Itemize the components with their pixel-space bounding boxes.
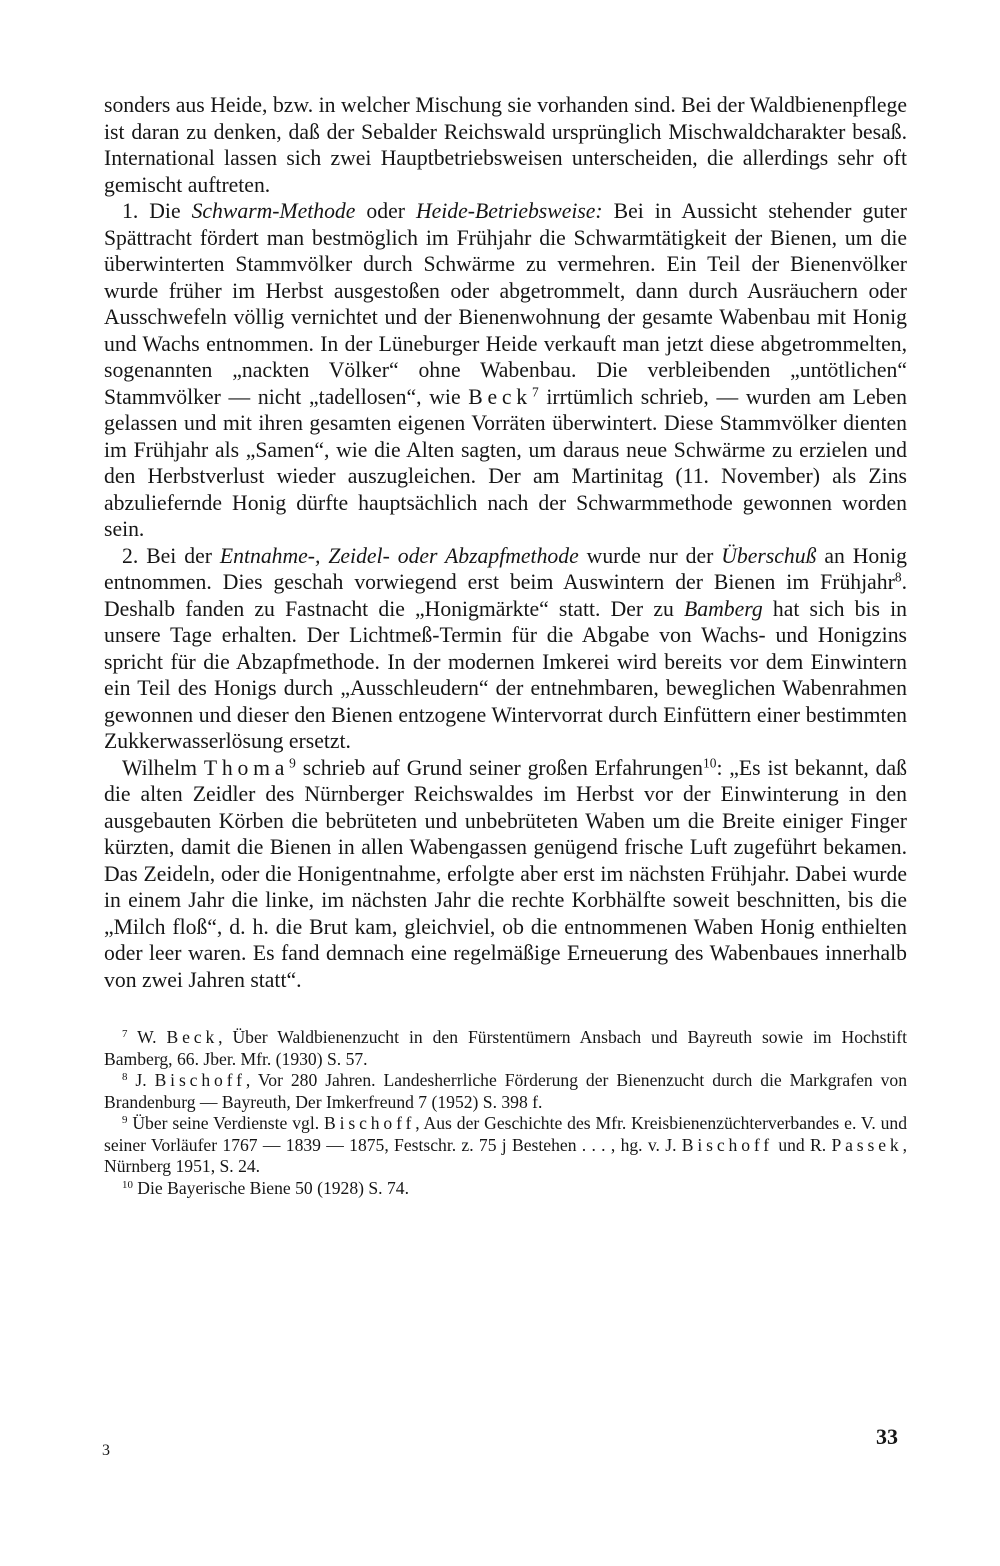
paragraph-extraction-method xyxy=(104,543,907,755)
paragraph-intro xyxy=(104,92,907,198)
footnote-7 xyxy=(104,1027,907,1070)
emphasis-text: Schwarm-Methode xyxy=(191,199,356,223)
emphasis-text: Überschuß xyxy=(721,543,817,568)
footnote-ref: 9 xyxy=(289,755,296,771)
text-run: , Nürnberg 1951, S. 24. xyxy=(104,1134,907,1176)
text-run: : „Es ist bekannt, daß die alten Zeidler des Nürnberger Reichswaldes im Herbst vor der Einwinterung in den ausgebauten Körben die bebrüteten und unbebrüteten Waben um die Breite einiger Finger kürzten, damit die Bienen in allen Wabengassen genügend frische Luft zugeführt bekamen. Das Zeideln, oder die Honigentnahme, erfolgte aber erst im nächsten Frühjahr. Dabei wurde in einem Jahr die linke, im nächsten Jahr die rechte Korbhälfte soweit beschnitten, bis die „Milch floß“, d. h. die Brut kam, gleichviel, ob die entnommenen Waben Honig enthielten oder leer waren. Es fand demnach eine regelmäßige Erneuerung des Wabenbaues innerhalb von zwei Jahren statt“. xyxy=(104,755,908,992)
text-run: Über seine Verdienste vgl. xyxy=(127,1113,324,1133)
footnote-ref: 8 xyxy=(122,1071,128,1083)
text-run: 2. Bei der xyxy=(122,543,220,568)
text-run: wurde nur der xyxy=(578,543,722,568)
page-body xyxy=(104,92,907,1199)
footnote-ref: 10 xyxy=(703,755,717,771)
text-run: J. xyxy=(127,1070,155,1090)
signature-mark: 3 xyxy=(102,1442,110,1459)
text-run: , Über Waldbienenzucht in den Fürstentümern Ansbach und Bayreuth sowie im Hochstift Bamberg, 66. Jber. Mfr. (1930) S. 57. xyxy=(104,1027,907,1069)
spaced-author-name: Beck xyxy=(166,1027,219,1047)
text-run: oder xyxy=(355,199,416,223)
emphasis-text: Bamberg xyxy=(683,596,763,621)
text-run: schrieb auf Grund seiner großen Erfahrungen xyxy=(295,755,704,780)
main-text xyxy=(104,92,907,993)
text-run: 1. Die xyxy=(122,199,192,223)
spaced-author-name: Bischoff xyxy=(681,1134,774,1155)
footnote-ref: 7 xyxy=(122,1028,128,1040)
footnote-10 xyxy=(104,1178,907,1200)
footnote-ref: 8 xyxy=(894,569,902,585)
text-run: an Honig entnommen. Dies geschah vorwiegend erst beim Auswintern der Bienen im Frühjahr xyxy=(104,543,907,594)
footnote-ref: 7 xyxy=(531,384,539,400)
paragraph-swarm-method xyxy=(104,198,907,543)
paragraph-thoma-quote xyxy=(104,755,907,994)
text-run: irrtümlich schrieb, — wurden am Leben gelassen und mit ihren gesamten eigenen Vorräten überwintert. Diese Stammvölker dienten im Frühjahr als „Samen“, wie die Alten sagten, um daraus neue Schwärme zu erzielen und den Herbstverlust wieder auszugleichen. Der am Martinitag (11. November) als Zins abzuliefernde Honig dürfte hauptsächlich nach der Schwarmmethode gewonnen worden sein. xyxy=(104,384,907,541)
spaced-author-name: Bischoff xyxy=(324,1113,416,1133)
text-run: und R. xyxy=(773,1134,832,1155)
footnote-ref: 9 xyxy=(122,1114,128,1126)
footnotes xyxy=(104,1027,907,1199)
text-run: , Vor 280 Jahren. Landesherrliche Förderung der Bienenzucht durch die Markgrafen von Brandenburg — Bayreuth, Der Imkerfreund 7 (1952) S. 398 f. xyxy=(104,1070,907,1112)
text-run: Die Bayerische Biene 50 (1928) S. 74. xyxy=(132,1177,409,1198)
spaced-author-name: Passek xyxy=(831,1134,903,1155)
text-run: hat sich bis in unsere Tage erhalten. Der Lichtmeß-Termin für die Abgabe von Wachs- und Honigzins spricht für die Abzapfmethode. In der modernen Imkerei wird bereits vor dem Einwintern ein Teil des Honigs durch „Ausschleudern“ der entnehmbaren, beweglichen Wabenrahmen gewonnen und dieser den Bienen entzogene Wintervorrat durch Einfüttern einer bestimmten Zukkerwasserlösung ersetzt. xyxy=(104,596,908,753)
footnote-ref: 10 xyxy=(122,1178,133,1191)
text-run: sonders aus Heide, bzw. in welcher Mischung sie vorhanden sind. Bei der Waldbienenpflege ist daran zu denken, daß der Sebalder Reichswald ursprünglich Mischwaldcharakter besaß. International lassen sich zwei Hauptbetriebsweisen unterscheiden, die allerdings sehr oft gemischt auftreten. xyxy=(104,93,907,197)
text-run: , Aus der Geschichte des Mfr. Kreisbienenzüchterverbandes e. V. und seiner Vorläufer 1767 — 1839 — 1875, Festschr. z. 75 j Bestehen . . . , hg. v. J. xyxy=(104,1113,908,1155)
page-number: 33 xyxy=(876,1424,898,1449)
spaced-author-name: Thoma xyxy=(203,755,290,780)
emphasis-text: Heide-Betriebsweise: xyxy=(415,199,603,223)
emphasis-text: Entnahme-, Zeidel- oder Abzapfmethode xyxy=(219,543,579,568)
text-run: Bei in Aussicht stehender guter Spättracht fördert man bestmöglich im Frühjahr die Schwarmtätigkeit der Bienen, um die überwinterten Stammvölker durch Schwärme zu vermehren. Ein Teil der Bienenvölker wurde früher im Herbst ausgestoßen oder abgetrommelt, dann durch Ausräuchern oder Ausschwefeln völlig vernichtet und der Bienenwohnung der gesamte Wabenbau mit Honig und Wachs entnommen. In der Lüneburger Heide verkauft man jetzt diese abgetrommelten, sogenannten „nackten Völker“ ohne Wabenbau. Die verbleibenden „untötlichen“ Stammvölker — nicht „tadellosen“, wie xyxy=(104,199,907,409)
footnote-8 xyxy=(104,1070,907,1113)
spaced-author-name: Bischoff xyxy=(154,1070,246,1090)
text-run: Wilhelm xyxy=(122,755,204,780)
spaced-author-name: Beck xyxy=(468,384,532,409)
text-run: W. xyxy=(127,1027,167,1047)
text-run: . Deshalb fanden zu Fastnacht die „Honigmärkte“ statt. Der zu xyxy=(104,570,907,621)
footnote-9 xyxy=(104,1113,907,1178)
